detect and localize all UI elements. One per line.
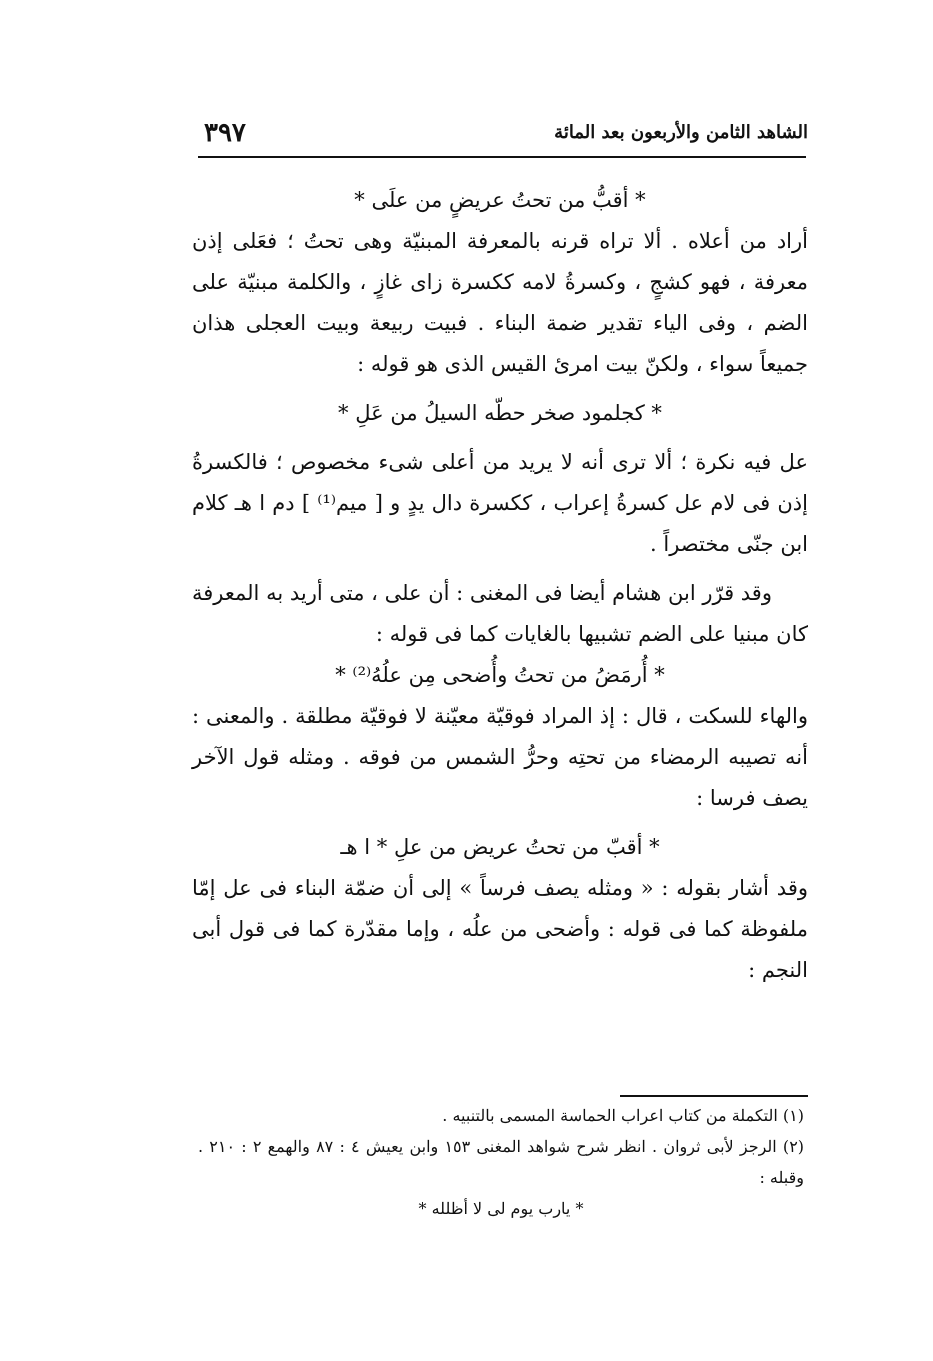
verse-line: * أُرمَضُ من تحتُ وأُضحى مِن علُهُ⁽²⁾ * [335,663,665,687]
main-text [192,180,808,991]
page-header [190,118,808,158]
header-rule [198,156,806,158]
verse-line: * كجلمود صخر حطّه السيلُ من عَلِ * [338,401,662,425]
paragraph: عل فيه نكرة ؛ ألا ترى أنه لا يريد من أعلى شىء مخصوص ؛ فالكسرةُ إذن فى لام عل كسرةُ إعراب ، ككسرة دال يدٍ و [ ميم⁽¹⁾ ] دم ا هـ كلام ابن جنّى مختصراً . [192,450,808,556]
paragraph: وقد أشار بقوله : « ومثله يصف فرساً » إلى أن ضمّة البناء فى عل إمّا ملفوظة كما فى قوله : وأضحى من علُه ، وإما مقدّرة كما فى قول أبى النجم : [192,876,808,982]
paragraph: أراد من أعلاه . ألا تراه قرنه بالمعرفة المبنيّة وهى تحتُ ؛ فعَلى إذن معرفة ، فهو كشجٍ ، وكسرةُ لامه ككسرة زاى غازٍ ، والكلمة مبنيّة على الضم ، وفى الياء تقدير ضمة البناء . فبيت ربيعة وبيت العجلى هذان جميعاً سواء ، ولكنّ بيت امرئ القيس الذى هو قوله : [192,229,808,376]
verse-line: * أقبُّ من تحتُ عريضٍ من علَى * [354,188,646,212]
footnote-2: (٢) الرجز لأبى ثروان . انظر شرح شواهد المغنى ١٥٣ وابن يعيش ٤ : ٨٧ والهمع ٢ : ٢١٠ . وقبله : [198,1137,805,1187]
running-title: الشاهد الثامن والأربعون بعد المائة [554,122,808,143]
verse-line: * أقبّ من تحتُ عريض من علِ * ا هـ [340,835,660,859]
footnote-rule [620,1095,808,1097]
footnote-verse: * يارب يوم لى لا أظلله * [418,1199,584,1218]
footnote-1: (١) التكملة من كتاب اعراب الحماسة المسمى بالتنبيه . [442,1106,804,1125]
paragraph: والهاء للسكت ، قال : إذ المراد فوقيّة معيّنة لا فوقيّة مطلقة . والمعنى : أنه تصيبه الرمضاء من تحتِه وحرُّ الشمس من فوقه . ومثله قول الآخر يصف فرسا : [192,704,808,810]
page-number: ٣٩٧ [204,118,246,148]
footnotes [198,1100,804,1224]
paragraph: وقد قرّر ابن هشام أيضا فى المغنى : أن على ، متى أريد به المعرفة كان مبنيا على الضم تشبيها بالغايات كما فى قوله : [192,581,808,646]
